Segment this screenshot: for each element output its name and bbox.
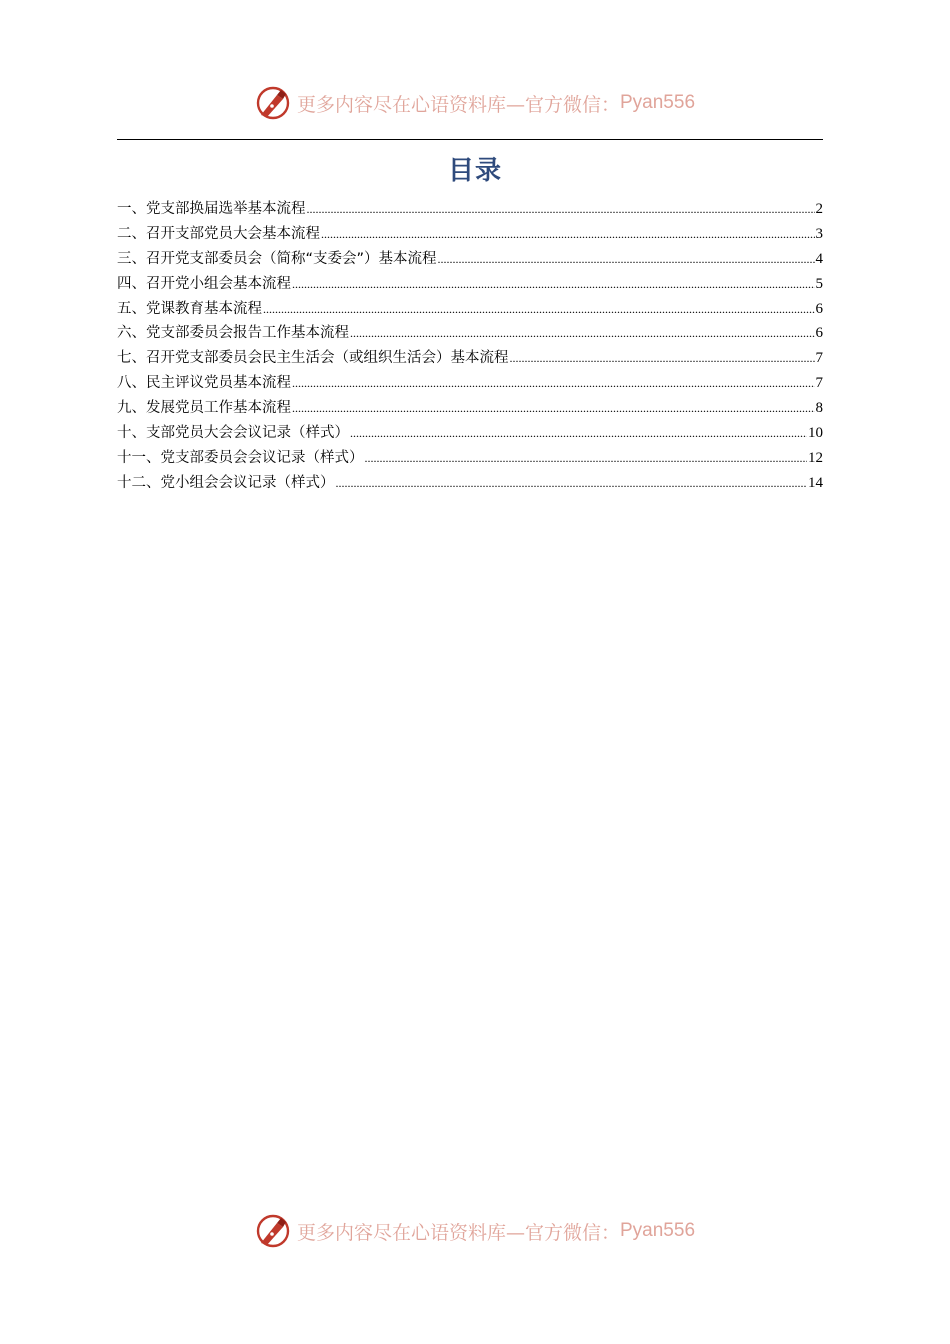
toc-entry[interactable]: [117, 371, 823, 396]
toc-entry-page: 5: [815, 275, 823, 292]
toc-entry[interactable]: [117, 222, 823, 247]
pen-nib-logo-icon: [255, 85, 291, 121]
toc-dot-leader: [292, 396, 815, 421]
toc-entry-label: 三、召开党支部委员会（简称“支委会”）基本流程: [117, 250, 437, 267]
toc-dot-leader: [336, 471, 808, 496]
toc-entry-page: 2: [815, 201, 823, 217]
toc-dot-leader: [510, 346, 815, 371]
toc-entry[interactable]: [117, 197, 823, 222]
toc-entry[interactable]: [117, 346, 823, 371]
toc-entry-page: 6: [815, 325, 823, 342]
watermark-text: 更多内容尽在心语资料库—官方微信：: [296, 1221, 620, 1244]
toc-entry-label: 七、召开党支部委员会民主生活会（或组织生活会）基本流程: [117, 350, 509, 367]
toc-entry-page: 12: [808, 449, 823, 466]
toc-entry-page: 8: [815, 400, 823, 417]
toc-entry-page: 10: [808, 425, 823, 442]
toc-dot-leader: [350, 321, 815, 346]
watermark-text: 更多内容尽在心语资料库—官方微信：: [296, 93, 620, 116]
watermark-handle: Pyan556: [620, 1220, 696, 1241]
pen-nib-logo-icon: [255, 1213, 291, 1249]
toc-entry[interactable]: [117, 446, 823, 471]
toc-entry-label: 十一、党支部委员会会议记录（样式）: [117, 449, 364, 466]
toc-dot-leader: [307, 197, 815, 222]
toc-entry-page: 7: [815, 375, 823, 392]
toc-entry-label: 十、支部党员大会会议记录（样式）: [117, 425, 349, 442]
toc-dot-leader: [321, 222, 815, 247]
toc-entry-page: 3: [815, 225, 823, 242]
toc-entry-label: 二、召开支部党员大会基本流程: [117, 225, 320, 242]
footer-watermark: [0, 1211, 950, 1251]
toc-entry-page: 14: [808, 474, 823, 491]
toc-entry-page: 4: [815, 250, 823, 267]
header-watermark: [0, 83, 950, 123]
toc-entry-label: 九、发展党员工作基本流程: [117, 400, 291, 417]
watermark-handle: Pyan556: [620, 92, 696, 113]
toc-entry-label: 一、党支部换届选举基本流程: [117, 201, 306, 217]
toc-entry-label: 四、召开党小组会基本流程: [117, 275, 291, 292]
toc-entry[interactable]: [117, 247, 823, 272]
toc-dot-leader: [292, 272, 815, 297]
toc-entry[interactable]: [117, 297, 823, 322]
toc-entry-page: 6: [815, 300, 823, 317]
toc-entry-label: 六、党支部委员会报告工作基本流程: [117, 325, 349, 342]
toc-dot-leader: [292, 371, 815, 396]
toc-entry-page: 7: [815, 350, 823, 367]
toc-dot-leader: [350, 421, 807, 446]
toc-entry-label: 八、民主评议党员基本流程: [117, 375, 291, 392]
toc-dot-leader: [365, 446, 808, 471]
toc-entry[interactable]: [117, 272, 823, 297]
toc-entry-label: 十二、党小组会会议记录（样式）: [117, 474, 335, 491]
toc-dot-leader: [263, 297, 815, 322]
page-title: 目录: [447, 156, 502, 186]
toc-entry[interactable]: [117, 396, 823, 421]
toc-entry-label: 五、党课教育基本流程: [117, 300, 262, 317]
table-of-contents: [117, 197, 823, 496]
toc-entry[interactable]: [117, 421, 823, 446]
toc-dot-leader: [438, 247, 815, 272]
toc-entry[interactable]: [117, 321, 823, 346]
toc-entry[interactable]: [117, 471, 823, 496]
header-rule: [117, 139, 823, 140]
